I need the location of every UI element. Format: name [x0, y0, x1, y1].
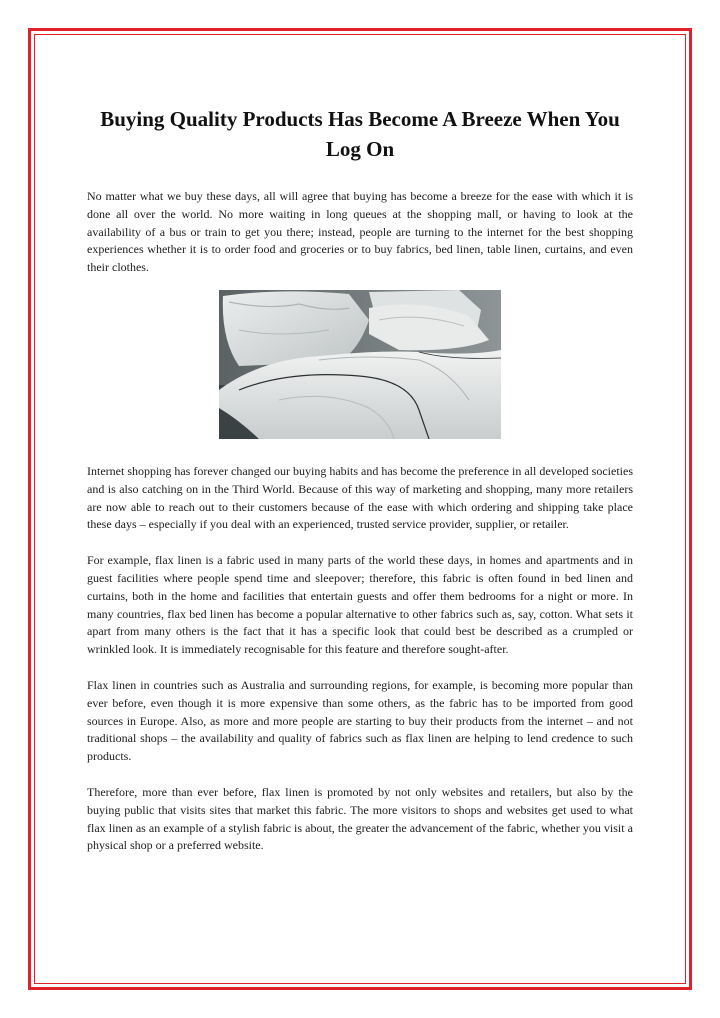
document-title: Buying Quality Products Has Become A Breeze When You Log On: [100, 107, 620, 161]
paragraph-flax-linen-australia: Flax linen in countries such as Australia and surrounding regions, for example, is becoming more popular than ever before, even though it is more expensive than some others, as the fabric has to be imported from good sources in Europe. Also, as more and more people are starting to buy their products from the internet – and not traditional shops – the availability and quality of fabrics such as flax linen are helping to lend credence to such products.: [87, 677, 633, 764]
paragraph-conclusion: Therefore, more than ever before, flax linen is promoted by not only websites and retailers, but also by the buying public that visits sites that market this fabric. The more visitors to shops and websites get used to what flax linen as an example of a stylish fabric is about, the greater the advancement of the fabric, whether you visit a physical shop or a preferred website.: [87, 784, 633, 853]
paragraph-flax-linen-example: For example, flax linen is a fabric used in many parts of the world these days, in homes and apartments and in guest facilities where people spend time and sleepover; therefore, this fabric is often found in bed linen and curtains, both in the home and facilities that entertain guests and offer them bedrooms for a night or more. In many countries, flax bed linen has become a popular alternative to other fabrics such as, say, cotton. What sets it apart from many others is the fact that it has a specific look that could best be described as a crumpled or wrinkled look. It is immediately recognisable for this feature and therefore sought-after.: [87, 553, 633, 657]
bed-linen-photo: [219, 290, 501, 439]
bed-linen-illustration: [219, 290, 501, 439]
document-body: [87, 104, 633, 855]
paragraph-internet-shopping: Internet shopping has forever changed our buying habits and has become the preference in all developed societies and is also catching on in the Third World. Because of this way of marketing and shopping, many more retailers are now able to reach out to their customers because of the ease with which ordering and shipping take place these days – especially if you deal with an experienced, trusted service provider, supplier, or retailer.: [87, 463, 633, 532]
paragraph-intro: No matter what we buy these days, all will agree that buying has become a breeze for the ease with which it is done all over the world. No more waiting in long queues at the shopping mall, or having to look at the availability of a bus or train to get you there; instead, people are turning to the internet for the best shopping experiences whether it is to order food and groceries or to buy fabrics, bed linen, table linen, curtains, and even their clothes.: [87, 189, 633, 275]
